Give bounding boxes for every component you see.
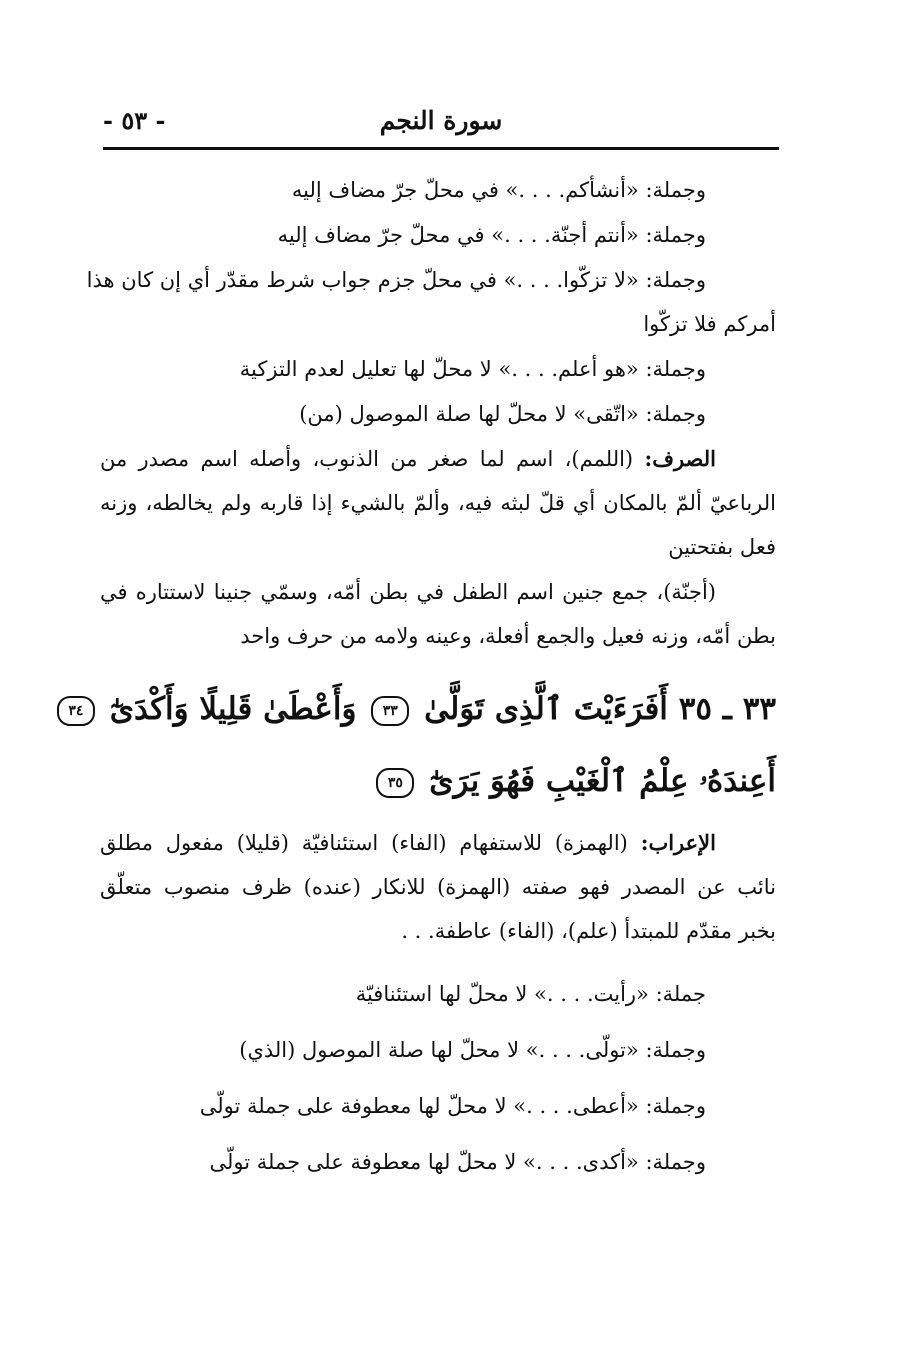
irab-line: نائب عن المصدر فهو صفته (الهمزة) للانكار (عنده) ظرف منصوب متعلّق [100, 875, 776, 899]
sentence-line: وجملة: «أكدى. . . .» لا محلّ لها معطوفة على جملة تولّى [209, 1150, 706, 1174]
ayah-marker: ٣٤ [57, 696, 95, 726]
sarf-line: بطن أمّه، وزنه فعيل والجمع أفعلة، وعينه ولامه من حرف واحد [240, 624, 776, 648]
header-divider [103, 147, 779, 150]
irab-section [100, 821, 776, 954]
sentence-line: وجملة: «هو أعلم. . . .» لا محلّ لها تعليل لعدم التزكية [239, 357, 706, 381]
quran-verse [68, 673, 776, 821]
sarf-text: (اللمم)، اسم لما صغر من الذنوب، وأصله اسم مصدر من [100, 447, 634, 471]
verse-line-1 [68, 673, 776, 745]
sentence-line: وجملة: «اتّقى» لا محلّ لها صلة الموصول (من) [299, 402, 706, 426]
sentence-line: جملة: «رأيت. . . .» لا محلّ لها استئنافيّة [355, 982, 706, 1006]
verse-line-2 [100, 745, 776, 817]
sentences-section-1 [86, 168, 776, 437]
irab-label: الإعراب: [640, 830, 716, 855]
sentence-line: وجملة: «أنتم أجنّة. . . .» في محلّ جرّ مضاف إليه [277, 223, 706, 247]
sarf-line: (أجنّة)، جمع جنين اسم الطفل في بطن أمّه، وسمّي جنينا لاستتاره في [100, 580, 716, 604]
sentence-line: وجملة: «أنشأكم. . . .» في محلّ جرّ مضاف إليه [291, 178, 706, 202]
sentence-line: وجملة: «أعطى. . . .» لا محلّ لها معطوفة على جملة تولّى [199, 1094, 706, 1118]
irab-line [100, 821, 776, 865]
verse-number: ٣٣ ـ ٣٥ [678, 691, 776, 727]
sentences-section-2 [100, 966, 776, 1190]
sentence-line: وجملة: «لا تزكّوا. . . .» في محلّ جزم جواب شرط مقدّر أي إن كان هذا [86, 268, 706, 292]
sarf-line [100, 437, 776, 481]
sentence-line: وجملة: «تولّى. . . .» لا محلّ لها صلة الموصول (الذي) [239, 1038, 706, 1062]
sarf-line: الرباعيّ ألمّ بالمكان أي قلّ لبثه فيه، وألمّ بالشيء إذا قاربه ولم يخالطه، وزنه [100, 491, 776, 515]
ayah-marker: ٣٥ [376, 768, 414, 798]
sarf-section [100, 437, 776, 659]
verse-text: أَفَرَءَيْتَ ٱلَّذِى تَوَلَّىٰ [424, 691, 668, 727]
surah-title: سورة النجم [379, 106, 503, 135]
irab-text: (الهمزة) للاستفهام (الفاء) استئنافيّة (قليلا) مفعول مطلق [100, 831, 628, 855]
sarf-line: فعل بفتحتين [668, 535, 776, 559]
verse-text: وَأَعْطَىٰ قَلِيلًا وَأَكْدَىٰٓ [109, 691, 357, 727]
page-number: - ٥٣ - [103, 106, 166, 135]
sentence-line-continued: أمركم فلا تزكّوا [643, 312, 776, 336]
sarf-label: الصرف: [644, 446, 716, 471]
ayah-marker: ٣٣ [371, 696, 409, 726]
irab-line: بخبر مقدّم للمبتدأ (علم)، (الفاء) عاطفة. . . [401, 919, 776, 943]
verse-text: أَعِندَهُۥ عِلْمُ ٱلْغَيْبِ فَهُوَ يَرَىٰٓ [429, 763, 776, 799]
page-header [103, 100, 779, 148]
page-body [68, 168, 776, 1190]
